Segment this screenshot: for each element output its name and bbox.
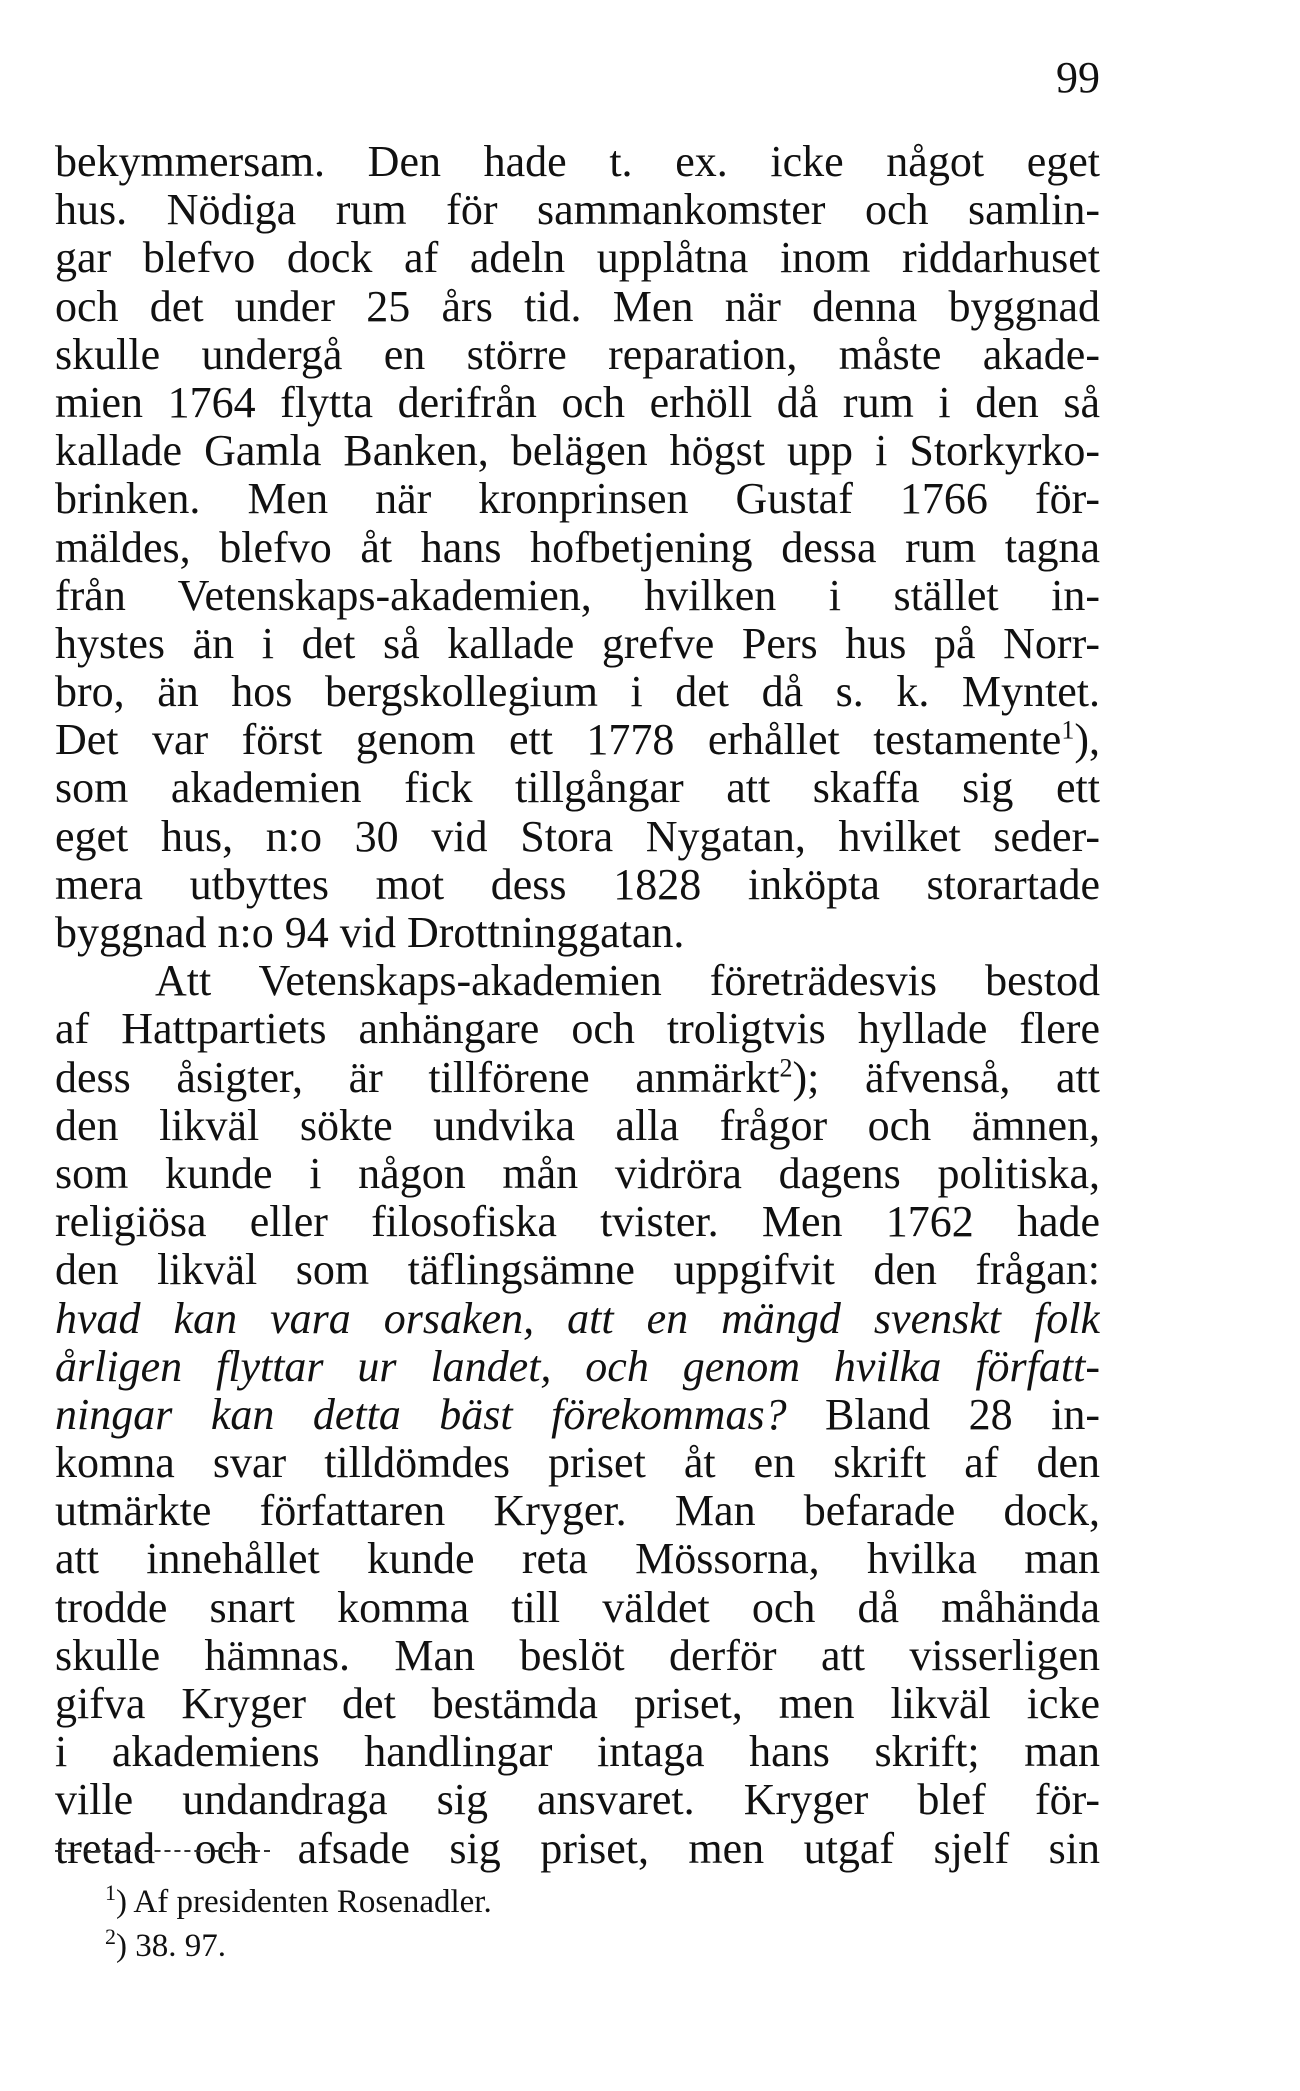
line-text: Det var först genom ett 1778 erhållet testamente [55,716,1062,765]
text-line: religiösa eller filosofiska tvister. Men 1762 hade [55,1198,1100,1247]
line-text-tail: ); äfvenså, att [792,1053,1100,1102]
mixed-style-line [55,1391,1100,1439]
line-text-tail: ), [1074,716,1100,765]
text-line: mien 1764 flytta derifrån och erhöll då rum i den så [55,378,1100,427]
text-line: mera utbyttes mot dess 1828 inköpta storartade [55,860,1100,909]
footnotes [105,1880,1005,1968]
text-line: hystes än i det så kallade grefve Pers hus på Norr- [55,619,1100,668]
text-line-with-footnote-ref [55,1054,1100,1102]
italic-question-line: årligen flyttar ur landet, och genom hvilka författ- [55,1342,1100,1391]
body-text [55,138,1100,1873]
text-line: af Hattpartiets anhängare och troligtvis hyllade flere [55,1005,1100,1054]
text-line: komna svar tilldömdes priset åt en skrift af den [55,1439,1100,1488]
footnote-text: ) Af presidenten Rosenadler. [116,1884,492,1920]
line-text: dess åsigter, är tillförene anmärkt [55,1053,780,1102]
paragraph-end-line: byggnad n:o 94 vid Drottninggatan. [55,909,685,957]
text-line: trodde snart komma till väldet och då måhända [55,1583,1100,1632]
footnote-divider [55,1850,270,1852]
text-line: ville undandraga sig ansvaret. Kryger blef för- [55,1776,1100,1825]
text-line: skulle undergå en större reparation, måste akade- [55,330,1100,379]
text-line: skulle hämnas. Man beslöt derför att visserligen [55,1631,1100,1680]
text-line: och det under 25 års tid. Men när denna byggnad [55,282,1100,331]
paragraph-start-line: Att Vetenskaps-akademien företrädesvis bestod [155,957,1100,1006]
text-line-with-footnote-ref [55,716,1100,764]
footnote-ref: 2 [779,1053,793,1082]
page-number: 99 [1056,53,1100,102]
text-line: hus. Nödiga rum för sammankomster och samlin- [55,186,1100,235]
italic-question-end: ningar kan detta bäst förekommas? [55,1390,787,1439]
italic-question-line: hvad kan vara orsaken, att en mängd svenskt folk [55,1294,1100,1343]
footnote-2 [105,1924,1005,1968]
footnote-ref: 1 [1061,716,1075,745]
text-line: brinken. Men när kronprinsen Gustaf 1766 för- [55,475,1100,524]
text-line: mäldes, blefvo åt hans hofbetjening dessa rum tagna [55,523,1100,572]
text-line: att innehållet kunde reta Mössorna, hvilka man [55,1535,1100,1584]
footnote-mark: 1 [105,1880,116,1905]
footnote-text: ) 38. 97. [116,1928,226,1964]
text-line: gar blefvo dock af adeln upplåtna inom riddarhuset [55,234,1100,283]
text-line: bro, än hos bergskollegium i det då s. k. Myntet. [55,668,1100,717]
footnote-1 [105,1880,1005,1924]
text-line: kallade Gamla Banken, belägen högst upp i Storkyrko- [55,427,1100,476]
text-line: tretad och afsade sig priset, men utgaf sjelf sin [55,1824,1100,1873]
text-line: gifva Kryger det bestämda priset, men likväl icke [55,1680,1100,1728]
text-line: i akademiens handlingar intaga hans skrift; man [55,1728,1100,1777]
text-line: som kunde i någon mån vidröra dagens politiska, [55,1149,1100,1198]
text-line: den likväl sökte undvika alla frågor och ämnen, [55,1101,1100,1150]
text-line: den likväl som täflingsämne uppgifvit den frågan: [55,1246,1100,1295]
text-line: från Vetenskaps-akademien, hvilken i stället in- [55,571,1100,620]
footnote-mark: 2 [105,1924,116,1949]
line-text-tail: Bland 28 in- [786,1390,1100,1439]
text-line: som akademien fick tillgångar att skaffa sig ett [55,764,1100,813]
text-line: bekymmersam. Den hade t. ex. icke något eget [55,138,1100,186]
text-line: eget hus, n:o 30 vid Stora Nygatan, hvilket seder- [55,812,1100,861]
text-line: utmärkte författaren Kryger. Man befarade dock, [55,1487,1100,1536]
